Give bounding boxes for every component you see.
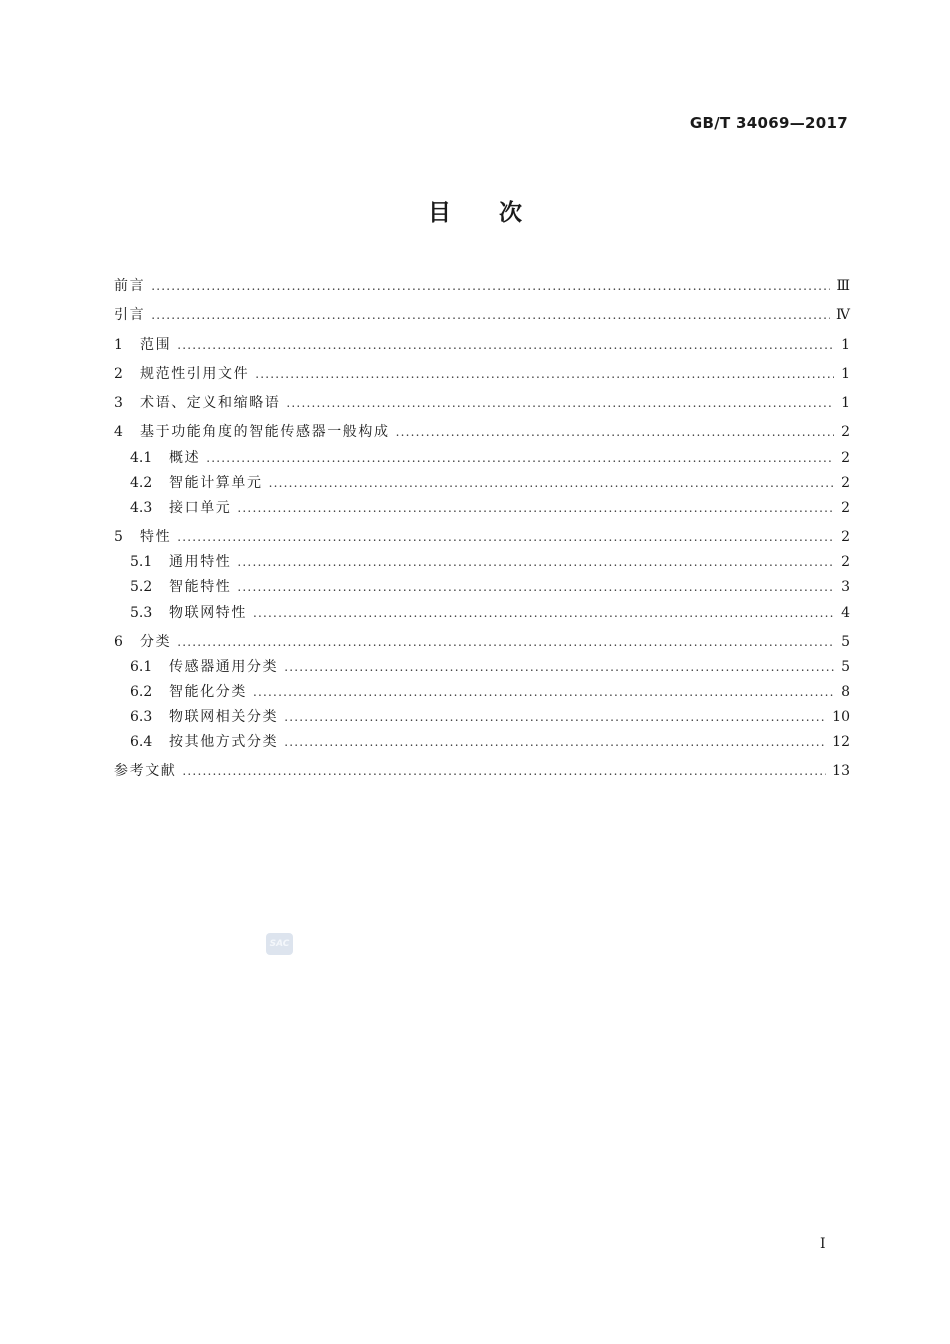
toc-entry-page: 1 [841,395,850,412]
toc-entry-page: 2 [841,554,850,571]
toc-entry-page: 10 [832,709,850,726]
toc-entry-foreword[interactable] [114,271,850,300]
toc-entry-text: 分类 [140,633,172,650]
toc-entry-text: 概述 [169,449,201,466]
toc-leader-dots [177,635,834,649]
table-of-contents [114,271,850,786]
toc-leader-dots [269,476,834,490]
toc-entry-5-2[interactable] [114,576,850,601]
toc-entry-4-1[interactable] [114,447,850,472]
toc-entry-6-2[interactable] [114,681,850,706]
toc-entry-page: 2 [841,529,850,546]
toc-entry-number: 5.1 [130,554,153,571]
toc-entry-text: 特性 [140,529,172,546]
toc-entry-bibliography[interactable] [114,756,850,785]
toc-leader-dots [151,279,830,293]
toc-leader-dots [396,425,834,439]
toc-entry-page: 13 [832,763,850,780]
toc-leader-dots [255,367,834,381]
toc-entry-number: 4.3 [130,499,153,516]
toc-entry-page: 12 [832,734,850,751]
toc-entry-number: 5.2 [130,579,153,596]
toc-entry-number: 3 [114,395,123,412]
toc-entry-page: 8 [841,684,850,701]
toc-entry-page: 5 [841,633,850,650]
toc-entry-text: 按其他方式分类 [169,734,279,751]
toc-entry-text: 引言 [114,307,146,324]
toc-entry-5-1[interactable] [114,551,850,576]
toc-entry-number: 6.1 [130,658,153,675]
toc-entry-6-3[interactable] [114,706,850,731]
toc-title: 目次 [428,200,570,226]
toc-entry-text: 智能特性 [169,579,232,596]
toc-leader-dots [284,735,826,749]
toc-entry-number: 2 [114,365,123,382]
toc-entry-text: 传感器通用分类 [169,658,279,675]
toc-leader-dots [177,530,834,544]
toc-entry-number: 4.1 [130,449,153,466]
toc-entry-4[interactable] [114,417,850,446]
toc-entry-text: 物联网特性 [169,604,247,621]
toc-entry-number: 4.2 [130,474,153,491]
toc-leader-dots [253,685,834,699]
toc-entry-text: 基于功能角度的智能传感器一般构成 [140,424,390,441]
toc-entry-page: Ⅳ [836,307,850,324]
toc-leader-dots [284,710,826,724]
toc-entry-4-2[interactable] [114,472,850,497]
toc-entry-number: 5.3 [130,604,153,621]
toc-leader-dots [253,606,834,620]
toc-entry-number: 4 [114,424,123,441]
toc-entry-6-1[interactable] [114,656,850,681]
standard-code: GB/T 34069—2017 [689,114,848,132]
toc-entry-text: 智能计算单元 [169,474,263,491]
toc-leader-dots [284,660,834,674]
toc-entry-page: 5 [841,658,850,675]
toc-entry-text: 智能化分类 [169,684,247,701]
toc-entry-text: 接口单元 [169,499,232,516]
toc-entry-page: Ⅲ [836,278,850,294]
toc-entry-5-3[interactable] [114,602,850,627]
toc-entry-3[interactable] [114,388,850,417]
toc-leader-dots [182,764,826,778]
toc-leader-dots [286,396,834,410]
toc-entry-page: 2 [841,474,850,491]
toc-entry-page: 2 [841,499,850,516]
toc-entry-page: 1 [841,365,850,382]
toc-entry-text: 通用特性 [169,554,232,571]
toc-entry-page: 2 [841,424,850,441]
toc-entry-number: 6.4 [130,734,153,751]
toc-leader-dots [237,501,834,515]
toc-entry-introduction[interactable] [114,300,850,329]
toc-entry-text: 前言 [114,278,146,294]
toc-entry-number: 5 [114,529,123,546]
toc-entry-page: 1 [841,336,850,353]
toc-entry-number: 6 [114,633,123,650]
toc-entry-4-3[interactable] [114,497,850,522]
page-number: I [820,1236,826,1252]
toc-entry-2[interactable] [114,359,850,388]
toc-entry-number: 6.2 [130,684,153,701]
toc-entry-number: 1 [114,336,123,353]
toc-entry-text: 术语、定义和缩略语 [140,395,281,412]
toc-entry-6-4[interactable] [114,731,850,756]
sac-watermark-logo: SAC [266,933,293,955]
toc-entry-page: 2 [841,449,850,466]
toc-entry-text: 参考文献 [114,763,177,780]
toc-entry-page: 4 [841,604,850,621]
toc-leader-dots [151,308,830,322]
toc-entry-1[interactable] [114,330,850,359]
toc-leader-dots [206,451,834,465]
toc-leader-dots [237,580,834,594]
toc-entry-text: 规范性引用文件 [140,365,250,382]
toc-entry-number: 6.3 [130,709,153,726]
toc-leader-dots [177,338,834,352]
toc-leader-dots [237,555,834,569]
toc-entry-page: 3 [841,579,850,596]
toc-entry-text: 范围 [140,336,172,353]
toc-entry-5[interactable] [114,522,850,551]
toc-entry-6[interactable] [114,627,850,656]
toc-entry-text: 物联网相关分类 [169,709,279,726]
